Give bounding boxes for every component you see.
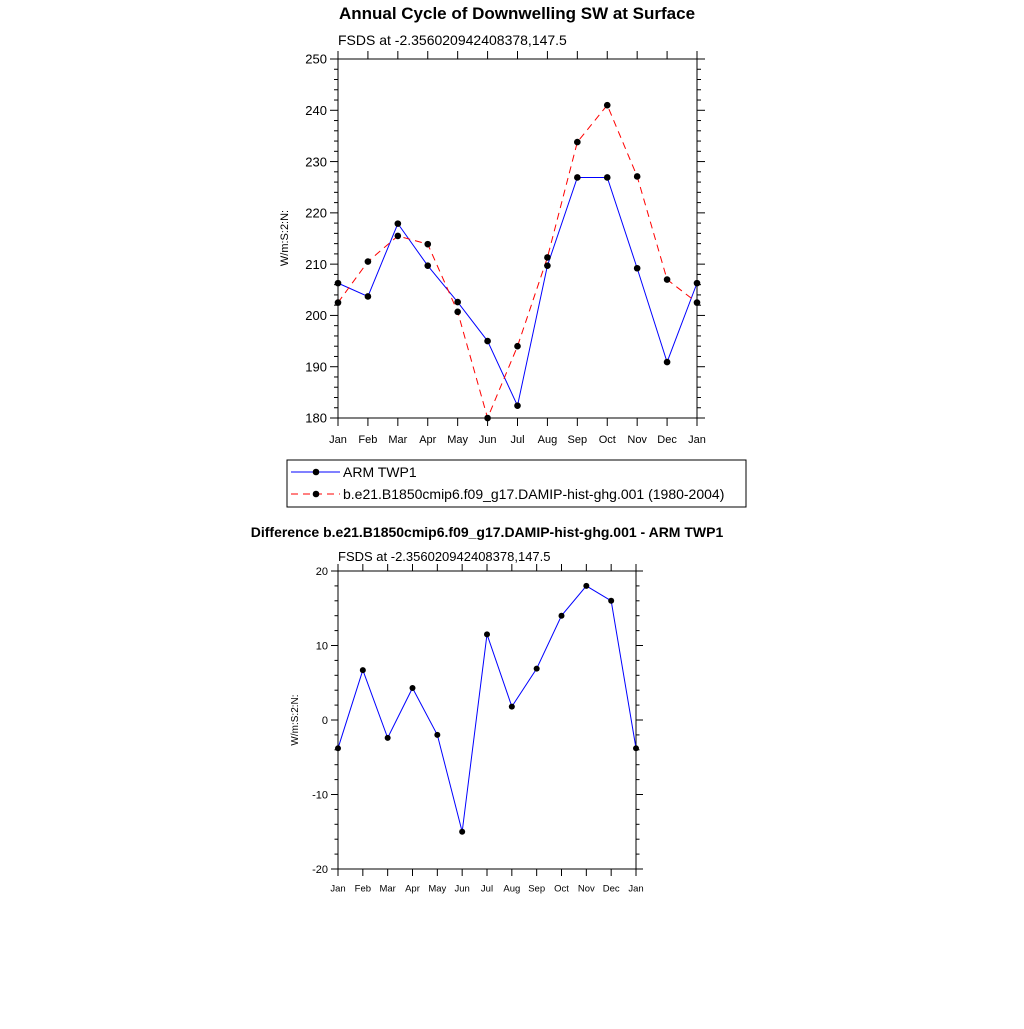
bottom-series-0-point [633, 745, 639, 751]
legend-label-model: b.e21.B1850cmip6.f09_g17.DAMIP-hist-ghg.001 (1980-2004) [343, 486, 725, 502]
top-y-tick-label: 190 [305, 359, 327, 375]
bottom-x-tick-label: Jan [628, 883, 644, 895]
bottom-y-tick-label: 0 [321, 714, 328, 727]
top-series-1-point [365, 258, 372, 265]
bottom-series-line-0 [338, 586, 636, 832]
top-x-tick-label: Jan [329, 434, 347, 446]
top-x-tick-label: Dec [657, 434, 677, 446]
bottom-x-tick-label: Jan [330, 883, 346, 895]
legend-marker-model [313, 491, 320, 498]
top-series-0-point [514, 402, 521, 409]
top-series-1-point [664, 276, 671, 283]
bottom-series-0-point [434, 732, 440, 738]
top-series-0-point [454, 299, 461, 306]
top-series-1-point [574, 139, 581, 146]
top-chart-plot [305, 51, 706, 446]
bottom-y-tick-label: 20 [315, 565, 328, 578]
top-series-1-point [395, 233, 402, 240]
bottom-y-tick-label: -10 [312, 789, 328, 802]
top-series-1-point [424, 241, 431, 248]
bottom-series-0-point [410, 685, 416, 691]
top-series-0-point [574, 174, 581, 181]
top-x-tick-label: Jun [478, 434, 497, 446]
bottom-x-tick-label: Jun [454, 883, 470, 895]
bottom-x-tick-label: Sep [528, 883, 546, 895]
top-series-0-point [634, 265, 641, 272]
top-series-1-point [335, 299, 342, 306]
top-y-tick-label: 250 [305, 51, 327, 67]
top-series-0-point [424, 262, 431, 269]
top-series-1-point [604, 102, 611, 109]
top-series-1-point [514, 343, 521, 350]
bottom-series-0-point [608, 598, 614, 604]
top-y-tick-label: 210 [305, 256, 327, 272]
top-series-0-point [395, 220, 402, 227]
bottom-x-tick-label: Jul [480, 883, 494, 895]
top-series-1-point [454, 309, 461, 316]
top-x-tick-label: Jan [688, 434, 706, 446]
bottom-series-0-point [509, 704, 515, 710]
top-series-0-point [604, 174, 611, 181]
bottom-x-tick-label: Feb [354, 883, 372, 895]
top-chart-subtitle: FSDS at -2.356020942408378,147.5 [338, 32, 567, 48]
bottom-series-0-point [484, 631, 490, 637]
legend [287, 460, 746, 507]
bottom-series-0-point [360, 667, 366, 673]
top-y-tick-label: 220 [305, 205, 327, 221]
top-chart-title: Annual Cycle of Downwelling SW at Surface [338, 4, 696, 23]
top-y-tick-label: 240 [305, 102, 327, 118]
bottom-series-0-point [559, 613, 565, 619]
top-x-tick-label: Sep [567, 434, 588, 446]
top-x-tick-label: Feb [358, 434, 378, 446]
bottom-x-tick-label: Mar [379, 883, 396, 895]
top-series-1-point [694, 299, 701, 306]
bottom-series-0-point [459, 829, 465, 835]
bottom-series-0-point [583, 583, 589, 589]
bottom-chart-subtitle: FSDS at -2.356020942408378,147.5 [338, 549, 551, 564]
bottom-x-tick-label: Nov [577, 883, 595, 895]
top-x-tick-label: Oct [598, 434, 616, 446]
bottom-series-0-point [385, 735, 391, 741]
top-series-0-point [335, 280, 342, 287]
bottom-chart-title: Difference b.e21.B1850cmip6.f09_g17.DAMIP-hist-ghg.001 - ARM TWP1 [250, 524, 724, 540]
top-x-tick-label: May [447, 434, 469, 446]
top-y-tick-label: 200 [305, 308, 327, 324]
bottom-y-tick-label: -20 [312, 863, 328, 876]
bottom-x-tick-label: Apr [405, 883, 420, 895]
bottom-x-tick-label: May [428, 883, 447, 895]
bottom-x-tick-label: Aug [503, 883, 521, 895]
top-series-line-1 [338, 105, 697, 418]
legend-marker-arm [313, 469, 320, 476]
bottom-x-tick-label: Dec [602, 883, 620, 895]
top-series-0-point [694, 280, 701, 287]
top-x-tick-label: Nov [627, 434, 647, 446]
bottom-series-0-point [335, 745, 341, 751]
bottom-chart-plot [312, 564, 644, 895]
top-y-tick-label: 180 [305, 410, 327, 426]
top-series-0-point [365, 293, 372, 300]
top-series-1-point [544, 254, 551, 261]
top-x-tick-label: Aug [537, 434, 558, 446]
bottom-x-tick-label: Oct [554, 883, 569, 895]
top-chart-y-label: W/m:S:2:N: [279, 209, 291, 267]
bottom-y-tick-label: 10 [315, 640, 328, 653]
top-x-tick-label: Jul [510, 434, 525, 446]
legend-label-arm: ARM TWP1 [343, 464, 417, 480]
bottom-series-0-point [534, 666, 540, 672]
top-series-line-0 [338, 177, 697, 405]
bottom-plot-frame [338, 571, 636, 869]
top-x-tick-label: Apr [419, 434, 437, 446]
top-series-0-point [544, 262, 551, 269]
top-series-0-point [664, 359, 671, 366]
top-series-1-point [634, 173, 641, 180]
top-y-tick-label: 230 [305, 154, 327, 170]
top-series-1-point [484, 415, 491, 422]
bottom-chart-y-label: W/m:S:2:N: [290, 694, 301, 746]
top-x-tick-label: Mar [388, 434, 408, 446]
top-series-0-point [484, 338, 491, 345]
